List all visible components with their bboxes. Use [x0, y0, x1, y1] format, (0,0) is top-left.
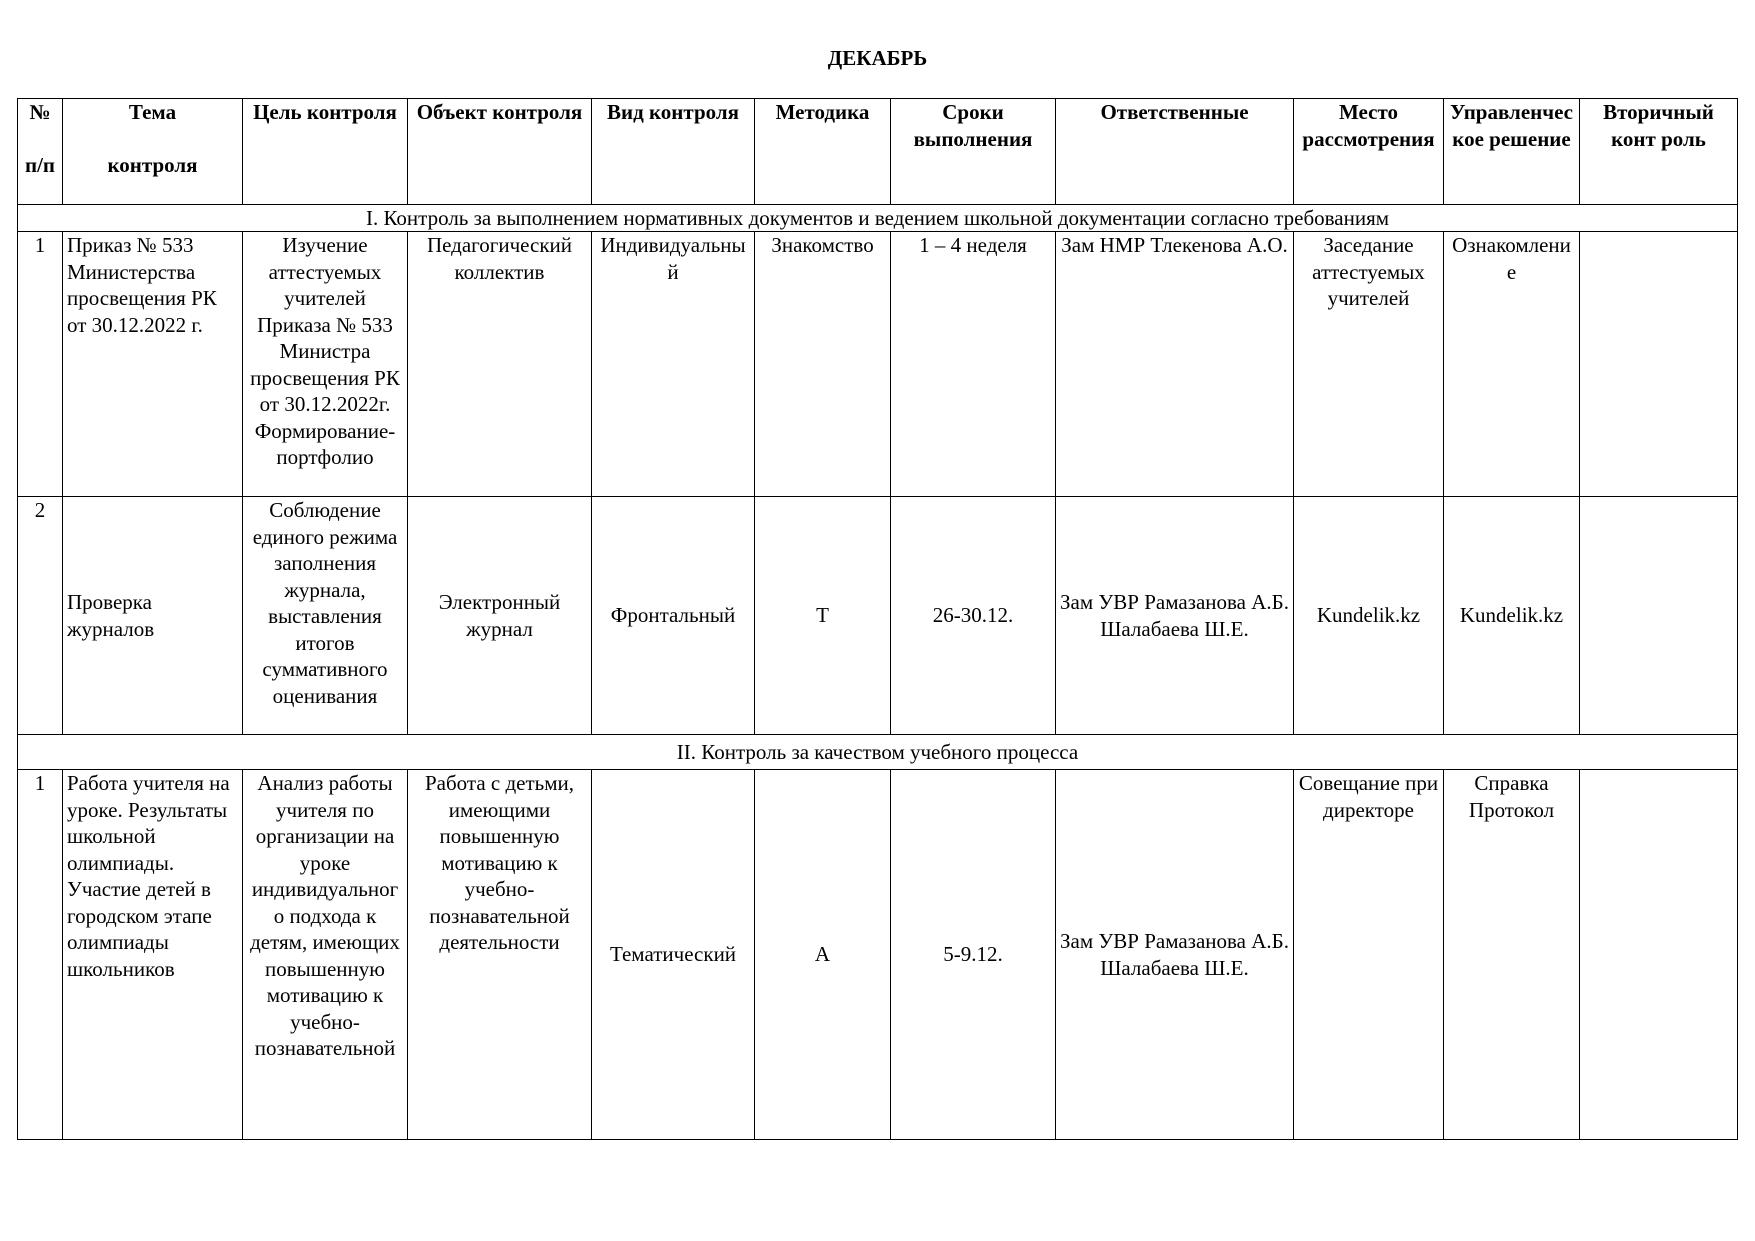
cell-cel: Соблюдение единого режима заполнения журнала, выставления итогов суммативного оценивания — [243, 497, 408, 735]
control-plan-table — [17, 98, 1738, 1140]
cell-metodika: А — [755, 770, 891, 1140]
cell-sroki: 1 – 4 неделя — [891, 232, 1056, 497]
column-header-metodika: Методика — [755, 99, 891, 205]
cell-sroki: 26-30.12. — [891, 497, 1056, 735]
table-row — [18, 770, 1738, 1140]
column-header-tema-top: Тема — [128, 100, 177, 124]
column-header-reshenie: Управленческое решение — [1444, 99, 1580, 205]
cell-otvetstvennye: Зам УВР Рамазанова А.Б. Шалабаева Ш.Е. — [1056, 497, 1294, 735]
cell-num: 1 — [18, 232, 63, 497]
cell-tema: Приказ № 533 Министерства просвещения РК от 30.12.2022 г. — [63, 232, 243, 497]
table-row — [18, 232, 1738, 497]
cell-metodika: Т — [755, 497, 891, 735]
cell-cel: Изучение аттестуемых учителей Приказа № 533 Министра просвещения РК от 30.12.2022г. Формирование-портфолио — [243, 232, 408, 497]
cell-vid: Фронтальный — [592, 497, 755, 735]
cell-tema: Проверка журналов — [63, 497, 243, 735]
cell-reshenie: Ознакомление — [1444, 232, 1580, 497]
cell-cel: Анализ работы учителя по организации на уроке индивидуального подхода к детям, имеющих повышенную мотивацию к учебно-познавательной — [243, 770, 408, 1140]
cell-vtorichny — [1580, 770, 1738, 1140]
column-header-obekt: Объект контроля — [408, 99, 592, 205]
column-header-num-top: № — [29, 100, 51, 124]
column-header-sroki: Сроки выполнения — [891, 99, 1056, 205]
cell-mesto: Kundelik.kz — [1294, 497, 1444, 735]
cell-num: 1 — [18, 770, 63, 1140]
cell-metodika: Знакомство — [755, 232, 891, 497]
cell-obekt: Работа с детьми, имеющими повышенную мотивацию к учебно-познавательной деятельности — [408, 770, 592, 1140]
column-header-num — [18, 99, 63, 205]
section-heading-row — [18, 205, 1738, 232]
cell-otvetstvennye: Зам НМР Тлекенова А.О. — [1056, 232, 1294, 497]
cell-num: 2 — [18, 497, 63, 735]
cell-reshenie: Справка Протокол — [1444, 770, 1580, 1140]
cell-sroki: 5-9.12. — [891, 770, 1056, 1140]
cell-vtorichny — [1580, 497, 1738, 735]
column-header-vid: Вид контроля — [592, 99, 755, 205]
column-header-num-bottom: п/п — [24, 152, 56, 177]
column-header-otvetstvennye: Ответственные — [1056, 99, 1294, 205]
page-title: ДЕКАБРЬ — [827, 46, 928, 70]
table-row — [18, 497, 1738, 735]
cell-vid: Тематический — [592, 770, 755, 1140]
cell-tema: Работа учителя на уроке. Результаты школьной олимпиады. Участие детей в городском этапе олимпиады школьников — [63, 770, 243, 1140]
column-header-mesto: Место рассмотрения — [1294, 99, 1444, 205]
cell-mesto: Заседание аттестуемых учителей — [1294, 232, 1444, 497]
column-header-tema — [63, 99, 243, 205]
cell-vid: Индивидуальный — [592, 232, 755, 497]
cell-reshenie: Kundelik.kz — [1444, 497, 1580, 735]
section-heading-row — [18, 735, 1738, 770]
cell-obekt: Электронный журнал — [408, 497, 592, 735]
section-heading-1: I. Контроль за выполнением нормативных документов и ведением школьной документации согласно требованиям — [18, 205, 1738, 232]
column-header-cel: Цель контроля — [243, 99, 408, 205]
cell-obekt: Педагогический коллектив — [408, 232, 592, 497]
column-header-tema-bottom: контроля — [107, 152, 198, 177]
cell-mesto: Совещание при директоре — [1294, 770, 1444, 1140]
section-heading-2: II. Контроль за качеством учебного процесса — [18, 735, 1738, 770]
column-header-vtorichny: Вторичный конт роль — [1580, 99, 1738, 205]
header-row — [18, 99, 1738, 205]
cell-otvetstvennye: Зам УВР Рамазанова А.Б. Шалабаева Ш.Е. — [1056, 770, 1294, 1140]
cell-vtorichny — [1580, 232, 1738, 497]
